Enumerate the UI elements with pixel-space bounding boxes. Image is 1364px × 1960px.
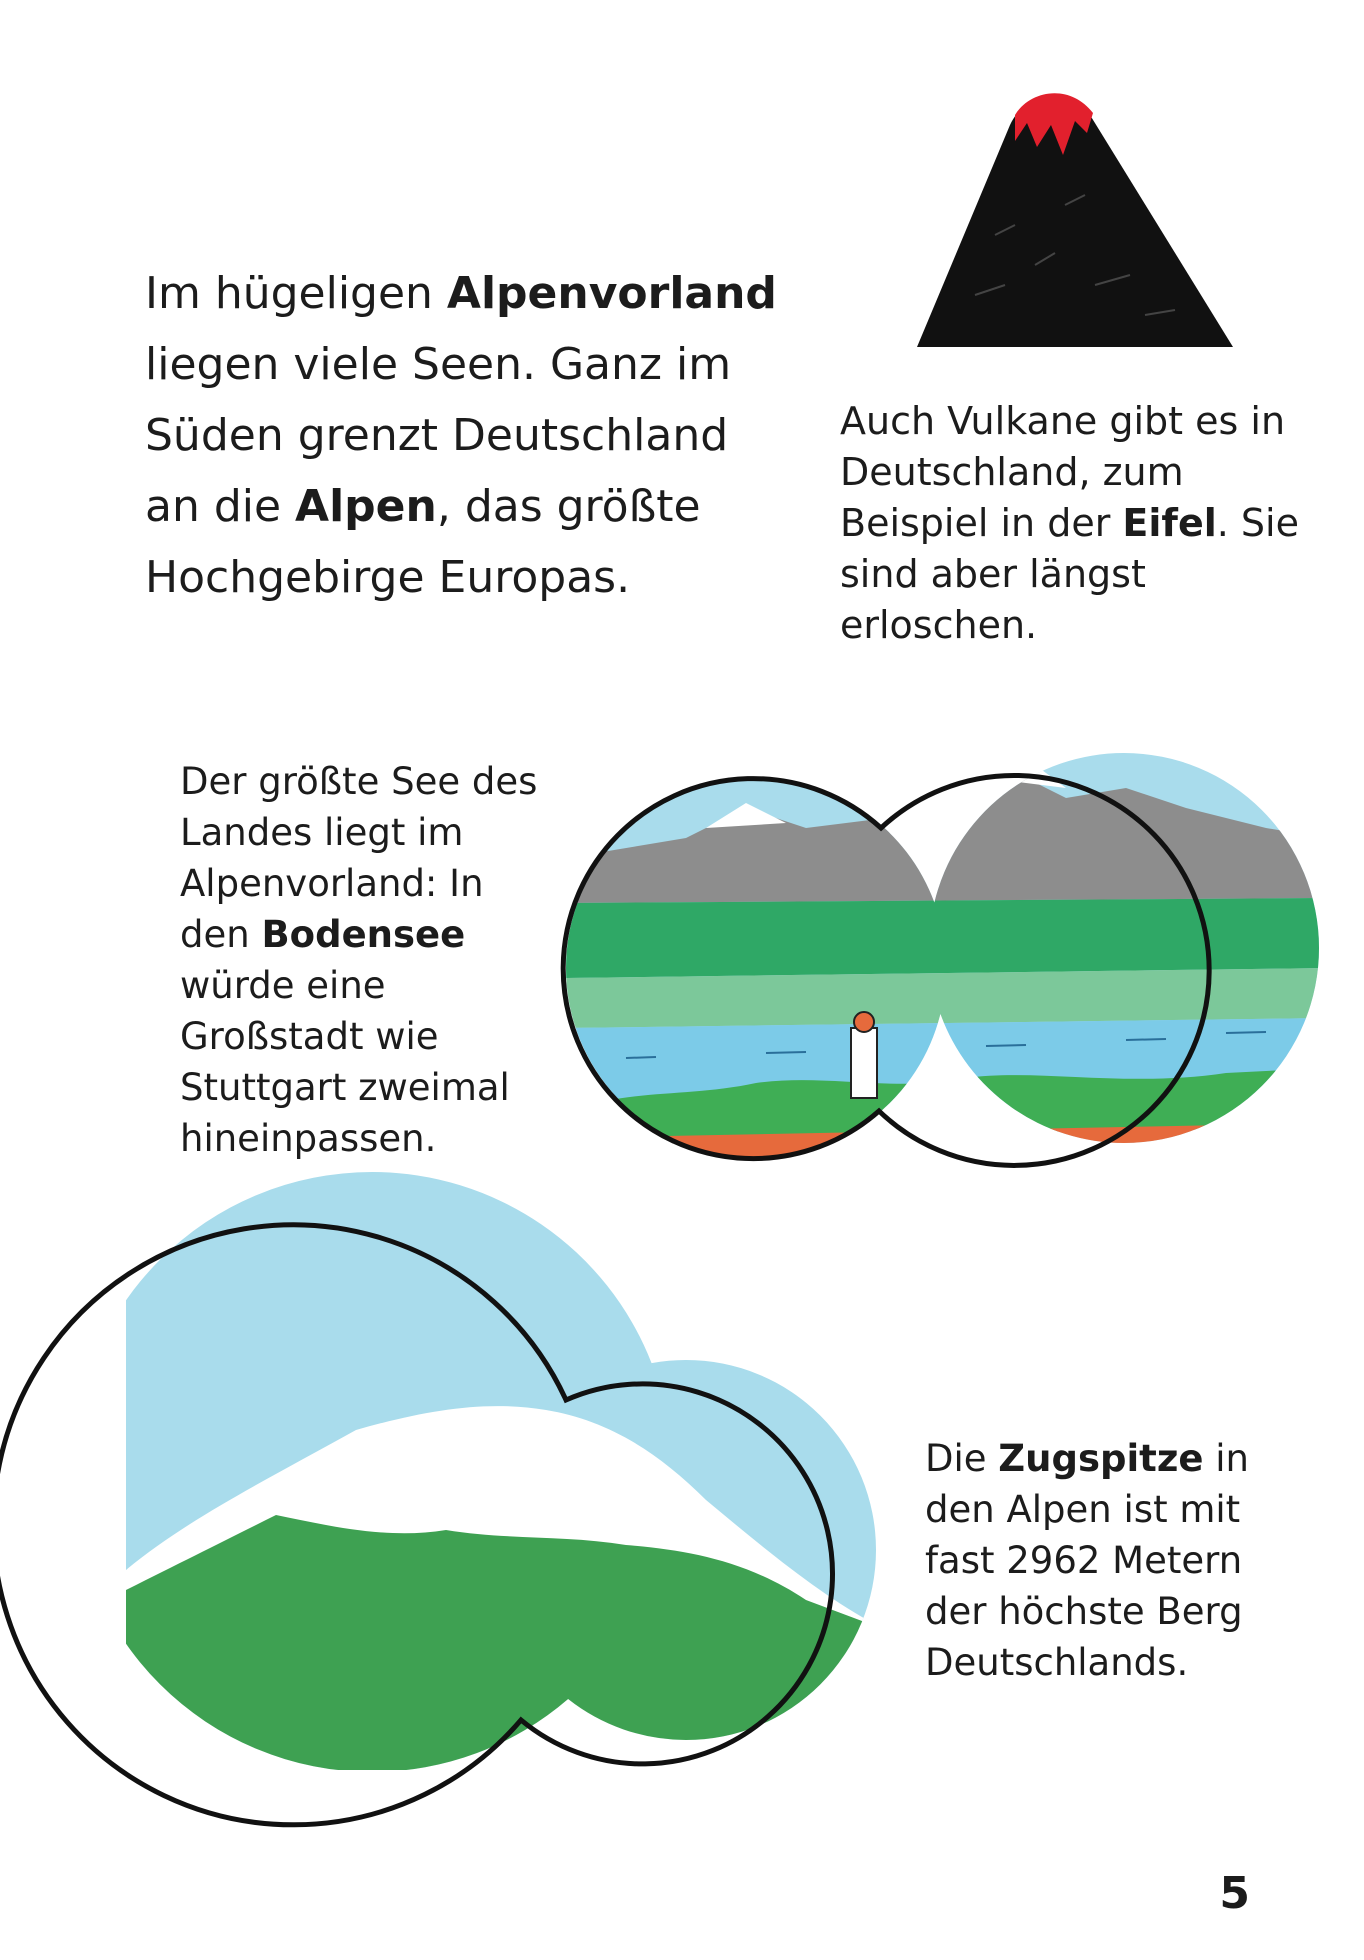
binoculars-lake-icon [566,728,1326,1178]
page-number: 5 [1219,1868,1250,1919]
volcano-icon [915,85,1235,355]
intro-term-alpen: Alpen [295,481,437,532]
zugspitze-text-1: Die [925,1437,999,1480]
intro-text-3: , das größte Hochgebirge Europas. [145,481,701,603]
volcano-text-2: . Sie sind aber längst erloschen. [840,501,1299,647]
volcano-term-eifel: Eifel [1122,501,1217,545]
zugspitze-paragraph [925,1433,1285,1688]
binoculars-mountain-icon [126,1300,886,1750]
lake-paragraph [180,756,540,1164]
intro-paragraph [145,258,785,613]
intro-term-alpenvorland: Alpenvorland [446,268,777,319]
intro-text-1: Im hügeligen [145,268,447,319]
intro-text-2: liegen viele Seen. Ganz im Süden grenzt Deutschland an die [145,339,732,532]
lake-text-2: würde eine Großstadt wie Stuttgart zweimal hineinpassen. [180,964,510,1160]
volcano-text-1: Auch Vulkane gibt es in Deutschland, zum Beispiel in der [840,399,1286,545]
volcano-paragraph [840,396,1340,651]
zugspitze-text-2: in den Alpen ist mit fast 2962 Metern der höchste Berg Deutschlands. [925,1437,1249,1684]
zugspitze-term: Zugspitze [998,1437,1204,1480]
lake-text-1: Der größte See des Landes liegt im Alpenvorland: In den [180,760,538,956]
lake-term-bodensee: Bodensee [261,913,466,956]
